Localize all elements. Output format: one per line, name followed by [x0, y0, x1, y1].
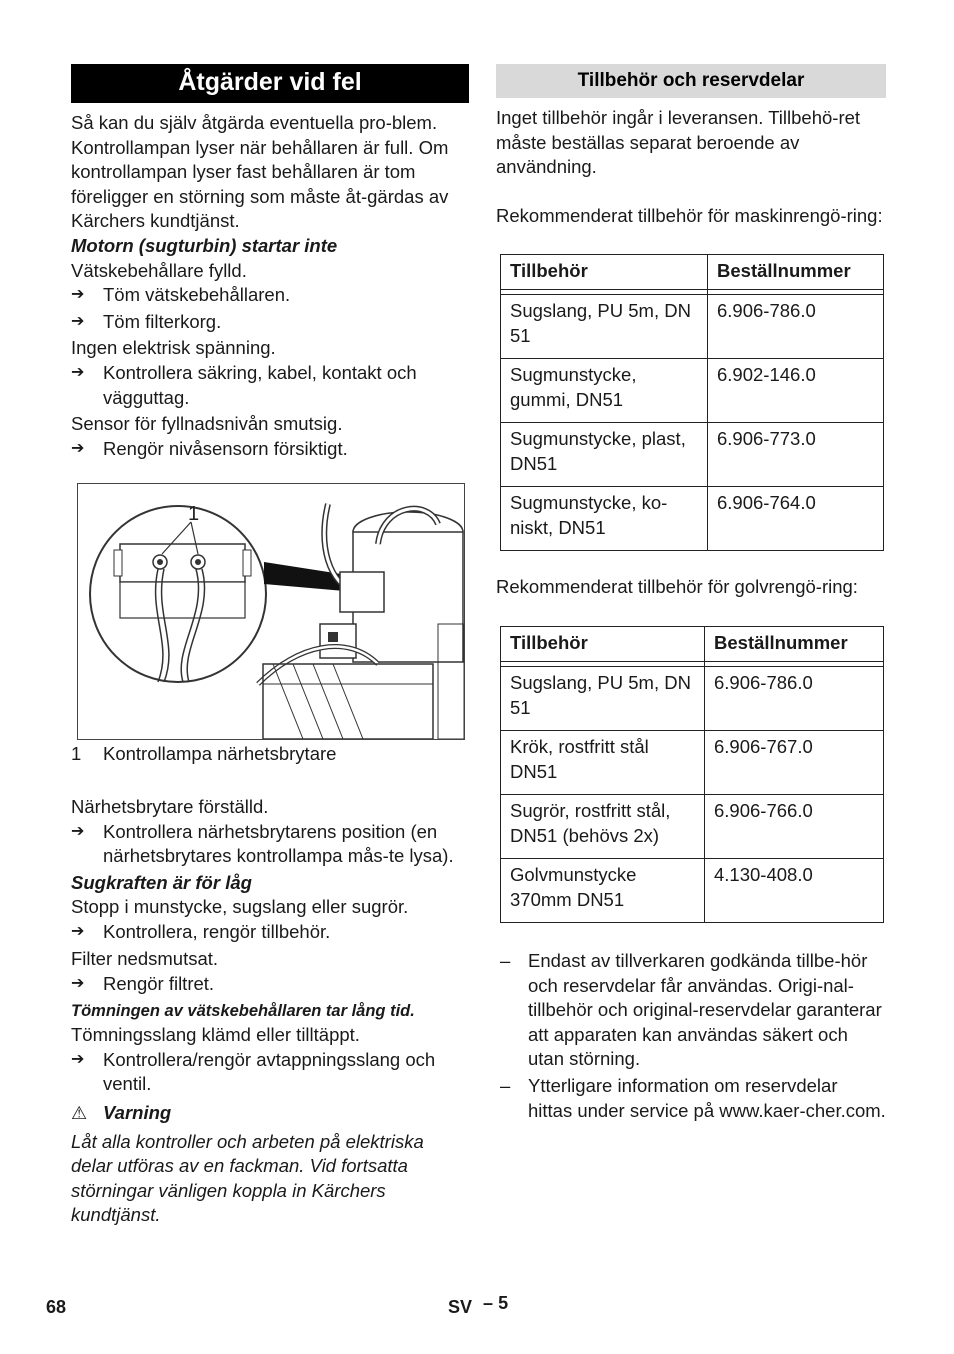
- figure-caption: [71, 742, 469, 767]
- action-text: Kontrollera närhetsbrytarens position (en närhetsbrytares kontrollampa mås-te lysa).: [103, 820, 454, 867]
- cause-text: Filter nedsmutsat.: [71, 948, 219, 970]
- column-header: Tillbehör: [501, 626, 705, 661]
- accessory-table-floor: [500, 626, 884, 923]
- table-row: [501, 666, 884, 730]
- accessory-name: Sugmunstycke, plast, DN51: [501, 423, 708, 487]
- table-header-row: [501, 255, 884, 290]
- order-number: 6.906-764.0: [708, 487, 884, 551]
- accessory-name: Sugmunstycke, gummi, DN51: [501, 359, 708, 423]
- accessory-name: Sugrör, rostfritt stål, DN51 (behövs 2x): [501, 794, 705, 858]
- arrow-right-icon: ➔: [71, 975, 85, 993]
- intro-text: Så kan du själv åtgärda eventuella pro-blem.: [71, 112, 438, 133]
- warning-triangle-icon: ⚠: [71, 1103, 88, 1124]
- column-header: Beställnummer: [708, 255, 884, 290]
- accessory-name: Sugmunstycke, ko-niskt, DN51: [501, 487, 708, 551]
- warning-heading: [71, 1101, 469, 1126]
- order-number: 4.130-408.0: [705, 858, 884, 922]
- note-text: Ytterligare information om reservdelar hittas under service på www.kaer-cher.com.: [528, 1074, 886, 1121]
- action-item: [71, 972, 469, 997]
- action-text: Kontrollera säkring, kabel, kontakt och vägguttag.: [103, 361, 417, 408]
- table-row: [501, 730, 884, 794]
- action-text: Kontrollera, rengör tillbehör.: [103, 920, 331, 942]
- section-title: Tillbehör och reservdelar: [496, 64, 886, 98]
- language-code: SV: [448, 1297, 473, 1317]
- heading-emptying: Tömningen av vätskebehållaren tar lång tid.: [71, 1001, 415, 1020]
- arrow-right-icon: ➔: [71, 922, 85, 940]
- cause-text: Stopp i munstycke, sugslang eller sugrör.: [71, 896, 409, 918]
- action-item: [71, 820, 469, 869]
- table-row: [501, 794, 884, 858]
- table-row: [501, 295, 884, 359]
- accessory-table-machine: [500, 254, 884, 551]
- right-column: [496, 64, 886, 1123]
- table-row: [501, 487, 884, 551]
- floor-cleaning-intro: Rekommenderat tillbehör för golvrengö-ring:: [496, 576, 858, 598]
- footer-separator: –: [483, 1293, 494, 1313]
- figure-callout: 1: [188, 503, 200, 526]
- order-number: 6.902-146.0: [708, 359, 884, 423]
- action-item: [71, 437, 469, 462]
- caption-text: Kontrollampa närhetsbrytare: [103, 743, 337, 765]
- heading-suction: Sugkraften är för låg: [71, 871, 252, 893]
- order-number: 6.906-766.0: [705, 794, 884, 858]
- action-text: Töm filterkorg.: [103, 310, 222, 332]
- warning-label: Varning: [103, 1102, 172, 1124]
- order-number: 6.906-786.0: [705, 666, 884, 730]
- table-header-row: [501, 626, 884, 661]
- action-item: [71, 920, 469, 945]
- accessory-name: Krök, rostfritt stål DN51: [501, 730, 705, 794]
- warning-text: Låt alla kontroller och arbeten på elektriska delar utföras av en fackman. Vid fortsatta störningar vänligen koppla in Kärchers kundtjänst.: [71, 1130, 424, 1226]
- action-item: [71, 283, 469, 308]
- table-row: [501, 858, 884, 922]
- order-number: 6.906-767.0: [705, 730, 884, 794]
- action-text: Rengör nivåsensorn försiktigt.: [103, 437, 348, 459]
- table-row: [501, 359, 884, 423]
- cause-text: Vätskebehållare fylld.: [71, 259, 247, 281]
- machine-cleaning-intro: Rekommenderat tillbehör för maskinrengö-ring:: [496, 204, 883, 226]
- heading-motor: Motorn (sugturbin) startar inte: [71, 234, 338, 256]
- proximity-switch-figure: [77, 483, 465, 740]
- left-column: [71, 64, 469, 1228]
- column-header: Tillbehör: [501, 255, 708, 290]
- cause-text: Sensor för fyllnadsnivån smutsig.: [71, 413, 343, 435]
- footer-section: [448, 1293, 509, 1318]
- arrow-right-icon: ➔: [71, 439, 85, 457]
- cause-text: Närhetsbrytare förställd.: [71, 795, 269, 817]
- arrow-right-icon: ➔: [71, 312, 85, 330]
- accessory-name: Golvmunstycke 370mm DN51: [501, 858, 705, 922]
- action-item: [71, 361, 469, 410]
- action-text: Kontrollera/rengör avtappningsslang och ventil.: [103, 1048, 436, 1095]
- table-row: [501, 423, 884, 487]
- cause-text: Ingen elektrisk spänning.: [71, 337, 276, 359]
- arrow-right-icon: ➔: [71, 822, 85, 840]
- action-text: Töm vätskebehållaren.: [103, 284, 291, 306]
- column-header: Beställnummer: [705, 626, 884, 661]
- indicator-text: Kontrollampan lyser när behållaren är full. Om kontrollampan lyser fast behållaren är tom föreligger en störning som måste åt-gärdas av Kärchers kundtjänst.: [71, 136, 449, 232]
- arrow-right-icon: ➔: [71, 1050, 85, 1068]
- action-item: [71, 310, 469, 335]
- list-item: [496, 949, 886, 1072]
- arrow-right-icon: ➔: [71, 363, 85, 381]
- list-item: [496, 1074, 886, 1123]
- order-number: 6.906-773.0: [708, 423, 884, 487]
- order-number: 6.906-786.0: [708, 295, 884, 359]
- dash-bullet: –: [500, 949, 511, 971]
- section-title: Åtgärder vid fel: [71, 64, 469, 103]
- section-number: 5: [498, 1293, 509, 1313]
- cause-text: Tömningsslang klämd eller tilltäppt.: [71, 1024, 360, 1046]
- intro-text: Inget tillbehör ingår i leveransen. Tillbehö-ret måste beställas separat beroende av användning.: [496, 107, 861, 178]
- action-text: Rengör filtret.: [103, 973, 215, 995]
- page-number: 68: [46, 1297, 67, 1317]
- dash-bullet: –: [500, 1074, 511, 1096]
- machine-illustration: [78, 484, 464, 739]
- accessory-name: Sugslang, PU 5m, DN 51: [501, 666, 705, 730]
- accessory-name: Sugslang, PU 5m, DN 51: [501, 295, 708, 359]
- caption-number: 1: [71, 743, 82, 765]
- arrow-right-icon: ➔: [71, 286, 85, 304]
- note-text: Endast av tillverkaren godkända tillbe-hör och reservdelar får användas. Origi-nal-tillbehör och original-reservdelar garanterar att apparaten kan användas säkert och utan störning.: [528, 949, 882, 1070]
- action-item: [71, 1048, 469, 1097]
